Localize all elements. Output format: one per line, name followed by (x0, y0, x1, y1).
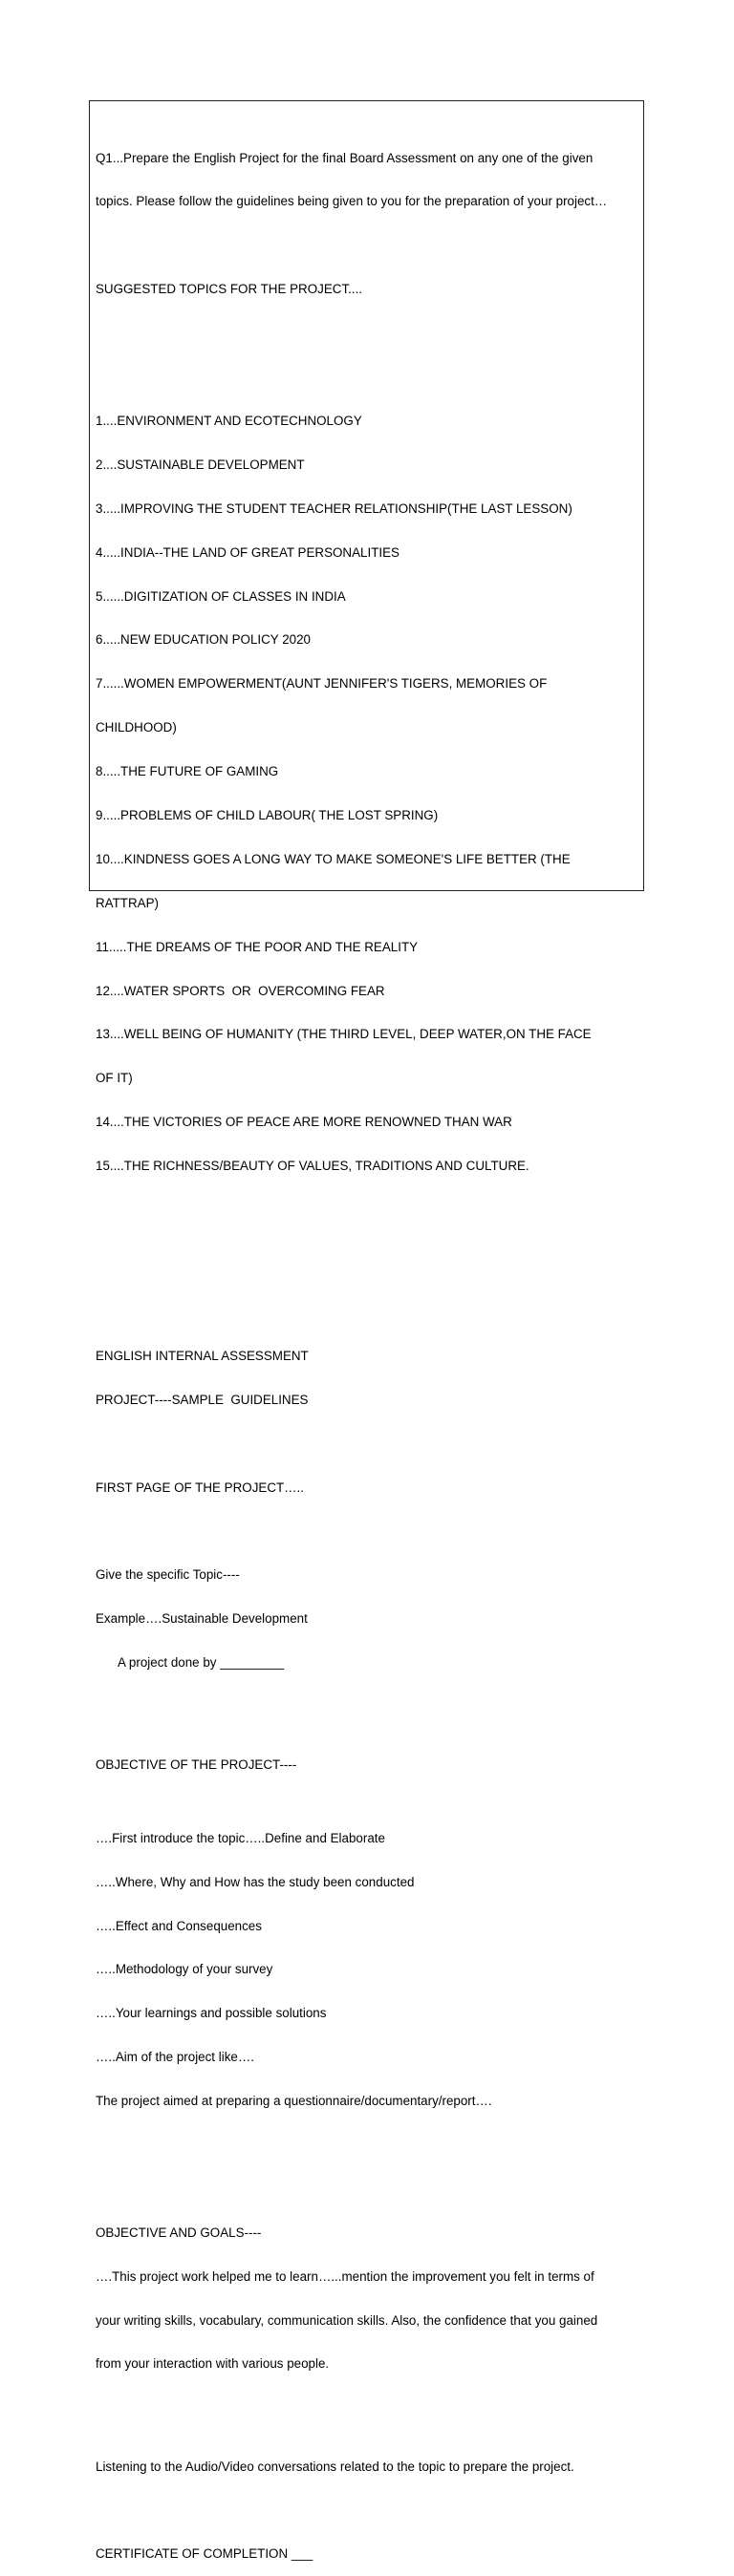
topic-item: 11.....THE DREAMS OF THE POOR AND THE REALITY (96, 939, 419, 954)
topic-item: 13....WELL BEING OF HUMANITY (THE THIRD LEVEL, DEEP WATER,ON THE FACE (96, 1027, 592, 1042)
objective-item: The project aimed at preparing a questionnaire/documentary/report…. (96, 2094, 492, 2109)
topic-item: 10....KINDNESS GOES A LONG WAY TO MAKE SOMEONE'S LIFE BETTER (THE (96, 851, 571, 866)
topic-item-continued: CHILDHOOD) (96, 720, 177, 735)
topic-item: 7......WOMEN EMPOWERMENT(AUNT JENNIFER'S TIGERS, MEMORIES OF (96, 676, 548, 692)
goals-heading: OBJECTIVE AND GOALS---- (96, 2225, 262, 2240)
topic-item-continued: RATTRAP) (96, 895, 159, 910)
objective-item: …..Where, Why and How has the study been conducted (96, 1874, 415, 1889)
topic-item: 4.....INDIA--THE LAND OF GREAT PERSONALITIES (96, 544, 399, 560)
done-by-line: A project done by _________ (118, 1655, 285, 1671)
topics-list (96, 384, 640, 1203)
topic-item: 15....THE RICHNESS/BEAUTY OF VALUES, TRADITIONS AND CULTURE. (96, 1159, 529, 1174)
topic-item: 14....THE VICTORIES OF PEACE ARE MORE RENOWNED THAN WAR (96, 1115, 512, 1130)
document-body (96, 121, 640, 2576)
example-line: Example….Sustainable Development (96, 1611, 308, 1627)
goals-line: your writing skills, vocabulary, communication skills. Also, the confidence that you gained (96, 2312, 598, 2328)
objective-list (96, 1801, 640, 2138)
topics-heading: SUGGESTED TOPICS FOR THE PROJECT.... (96, 282, 363, 297)
topic-item: 8.....THE FUTURE OF GAMING (96, 764, 279, 779)
topic-item-continued: OF IT) (96, 1071, 133, 1086)
objective-item: …..Aim of the project like…. (96, 2050, 254, 2065)
objective-item: ….First introduce the topic…..Define and Elaborate (96, 1830, 385, 1845)
topic-item: 12....WATER SPORTS OR OVERCOMING FEAR (96, 983, 385, 998)
topic-item: 5......DIGITIZATION OF CLASSES IN INDIA (96, 588, 346, 604)
first-page-heading: FIRST PAGE OF THE PROJECT….. (96, 1480, 304, 1495)
goals-line: from your interaction with various people. (96, 2356, 330, 2372)
objective-item: …..Methodology of your survey (96, 1962, 273, 1977)
certificate-line: CERTIFICATE OF COMPLETION ___ (96, 2546, 313, 2562)
goals-line: ….This project work helped me to learn…...mention the improvement you felt in terms of (96, 2268, 594, 2284)
question-line-1: Q1...Prepare the English Project for the final Board Assessment on any one of the given (96, 150, 594, 165)
guidelines-heading-2: PROJECT----SAMPLE GUIDELINES (96, 1392, 309, 1407)
topic-item: 1....ENVIRONMENT AND ECOTECHNOLOGY (96, 413, 362, 428)
topic-item: 6.....NEW EDUCATION POLICY 2020 (96, 632, 311, 648)
question-line-2: topics. Please follow the guidelines being given to you for the preparation of your project… (96, 194, 608, 209)
guidelines-heading-1: ENGLISH INTERNAL ASSESSMENT (96, 1348, 309, 1363)
specific-topic-line: Give the specific Topic---- (96, 1567, 240, 1583)
objective-heading: OBJECTIVE OF THE PROJECT---- (96, 1757, 297, 1773)
topic-item: 3.....IMPROVING THE STUDENT TEACHER RELATIONSHIP(THE LAST LESSON) (96, 500, 572, 516)
objective-item: …..Your learnings and possible solutions (96, 2006, 327, 2021)
topic-item: 9.....PROBLEMS OF CHILD LABOUR( THE LOST SPRING) (96, 807, 439, 822)
listening-line: Listening to the Audio/Video conversations related to the topic to prepare the project. (96, 2459, 574, 2474)
objective-item: …..Effect and Consequences (96, 1918, 262, 1933)
topic-item: 2....SUSTAINABLE DEVELOPMENT (96, 457, 305, 472)
